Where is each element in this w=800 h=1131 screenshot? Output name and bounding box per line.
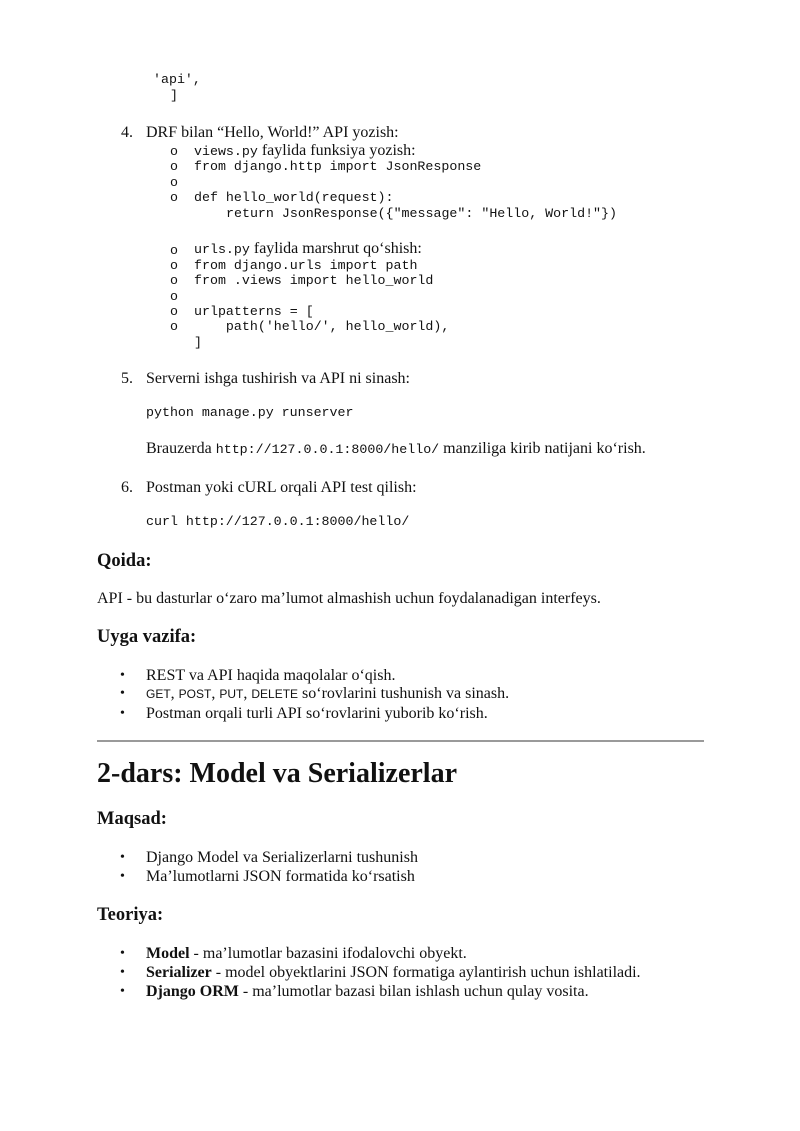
sub-item: views.py faylida funksiya yozish:: [194, 142, 416, 159]
section-heading-qoida: Qoida:: [97, 551, 152, 571]
code-line: def hello_world(request):: [194, 190, 394, 205]
bullet-icon: •: [120, 706, 125, 721]
code-line: ]: [170, 88, 178, 103]
bullet-icon: •: [120, 869, 125, 884]
sub-marker: o: [170, 258, 178, 273]
sub-item: urls.py faylida marshrut qo‘shish:: [194, 240, 422, 257]
bullet-icon: •: [120, 946, 125, 961]
section-heading-uyga-vazifa: Uyga vazifa:: [97, 627, 197, 647]
step-number: 4.: [121, 124, 133, 141]
command-line: curl http://127.0.0.1:8000/hello/: [146, 514, 410, 529]
step-title: DRF bilan “Hello, World!” API yozish:: [146, 124, 399, 141]
sub-marker: o: [170, 144, 178, 159]
lesson-title: 2-dars: Model va Serializerlar: [97, 758, 458, 789]
step-number: 6.: [121, 479, 133, 496]
code-line: path('hello/', hello_world),: [194, 319, 450, 334]
step-title: Postman yoki cURL orqali API test qilish:: [146, 479, 417, 496]
sub-marker: o: [170, 273, 178, 288]
sub-marker: o: [170, 289, 178, 304]
sub-marker: o: [170, 304, 178, 319]
sub-marker: o: [170, 319, 178, 334]
list-item: Postman orqali turli API so‘rovlarini yuborib ko‘rish.: [146, 705, 488, 722]
list-item: Ma’lumotlarni JSON formatida ko‘rsatish: [146, 868, 415, 885]
bullet-icon: •: [120, 686, 125, 701]
bullet-icon: •: [120, 850, 125, 865]
list-item: Django Model va Serializerlarni tushunish: [146, 849, 418, 866]
instruction-text: Brauzerda http://127.0.0.1:8000/hello/ manziliga kirib natijani ko‘rish.: [146, 440, 646, 457]
command-line: python manage.py runserver: [146, 405, 354, 420]
step-number: 5.: [121, 370, 133, 387]
code-line: from .views import hello_world: [194, 273, 434, 288]
code-line: ]: [194, 335, 202, 350]
list-item: Model - ma’lumotlar bazasini ifodalovchi obyekt.: [146, 945, 467, 962]
sub-marker: o: [170, 243, 178, 258]
code-line: from django.urls import path: [194, 258, 418, 273]
section-heading-maqsad: Maqsad:: [97, 809, 167, 829]
code-line: from django.http import JsonResponse: [194, 159, 482, 174]
code-line: return JsonResponse({"message": "Hello, World!"}): [226, 206, 617, 221]
list-item: Serializer - model obyektlarini JSON formatiga aylantirish uchun ishlatiladi.: [146, 964, 641, 981]
bullet-icon: •: [120, 668, 125, 683]
code-line: urlpatterns = [: [194, 304, 314, 319]
bullet-icon: •: [120, 984, 125, 999]
sub-marker: o: [170, 190, 178, 205]
list-item: Django ORM - ma’lumotlar bazasi bilan ishlash uchun qulay vosita.: [146, 983, 589, 1000]
list-item: GET, POST, PUT, DELETE so‘rovlarini tushunish va sinash.: [146, 685, 510, 702]
horizontal-divider: [97, 740, 704, 742]
step-title: Serverni ishga tushirish va API ni sinash:: [146, 370, 410, 387]
section-heading-teoriya: Teoriya:: [97, 905, 164, 925]
sub-marker: o: [170, 159, 178, 174]
sub-marker: o: [170, 175, 178, 190]
list-item: REST va API haqida maqolalar o‘qish.: [146, 667, 396, 684]
code-line: 'api',: [153, 72, 201, 87]
rule-text: API - bu dasturlar o‘zaro ma’lumot almashish uchun foydalanadigan interfeys.: [97, 590, 601, 607]
bullet-icon: •: [120, 965, 125, 980]
